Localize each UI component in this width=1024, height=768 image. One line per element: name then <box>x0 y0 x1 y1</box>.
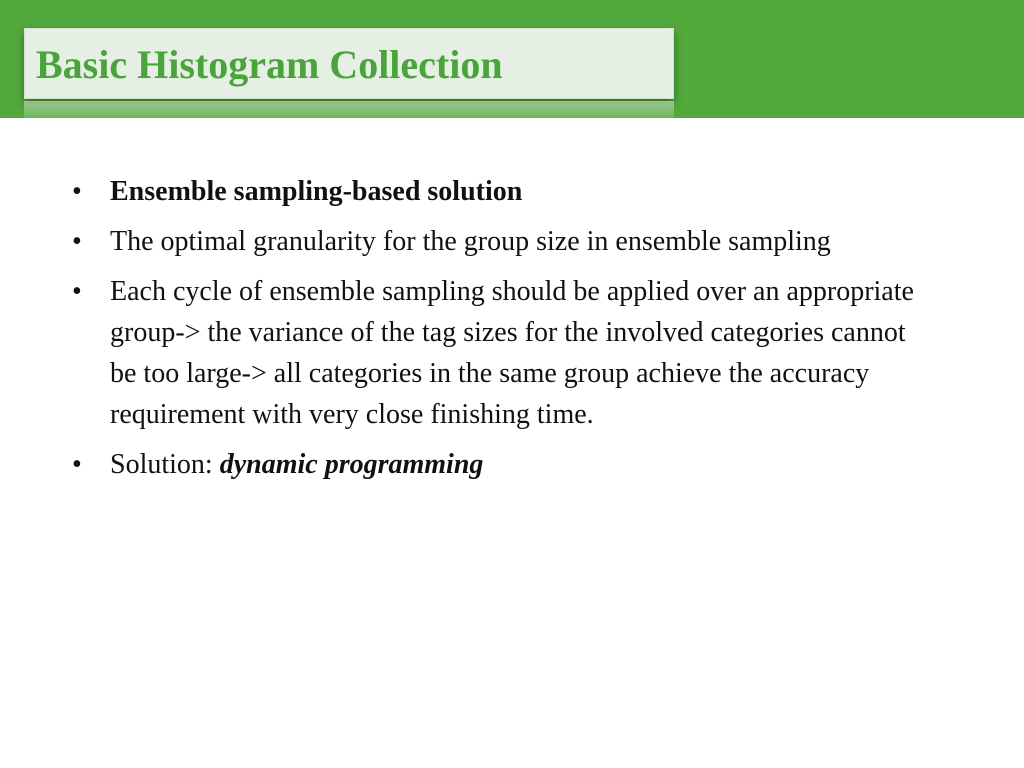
title-box <box>24 28 674 99</box>
bullet-text: Ensemble sampling-based solution <box>110 176 523 207</box>
bullet-dot-icon: • <box>72 226 82 257</box>
bullet-text: The optimal granularity for the group size in ensemble sampling <box>110 226 831 257</box>
title-reflection <box>24 101 674 125</box>
bullet-list <box>72 171 932 494</box>
bullet-dot-icon: • <box>72 176 82 207</box>
bullet-item <box>72 444 932 485</box>
bullet-dot-icon: • <box>72 449 82 480</box>
bullet-text: Each cycle of ensemble sampling should be applied over an appropriate group-> the variance of the tag sizes for the involved categories cannot be too large-> all categories in the same group achieve the accuracy requirement with very close finishing time. <box>110 276 914 430</box>
bullet-item <box>72 171 932 212</box>
bullet-prefix: Solution: <box>110 449 220 480</box>
bullet-item <box>72 271 932 435</box>
slide-title: Basic Histogram Collection <box>36 42 503 87</box>
bullet-dot-icon: • <box>72 276 82 307</box>
bullet-item <box>72 221 932 262</box>
bullet-emphasis: dynamic programming <box>219 449 484 480</box>
